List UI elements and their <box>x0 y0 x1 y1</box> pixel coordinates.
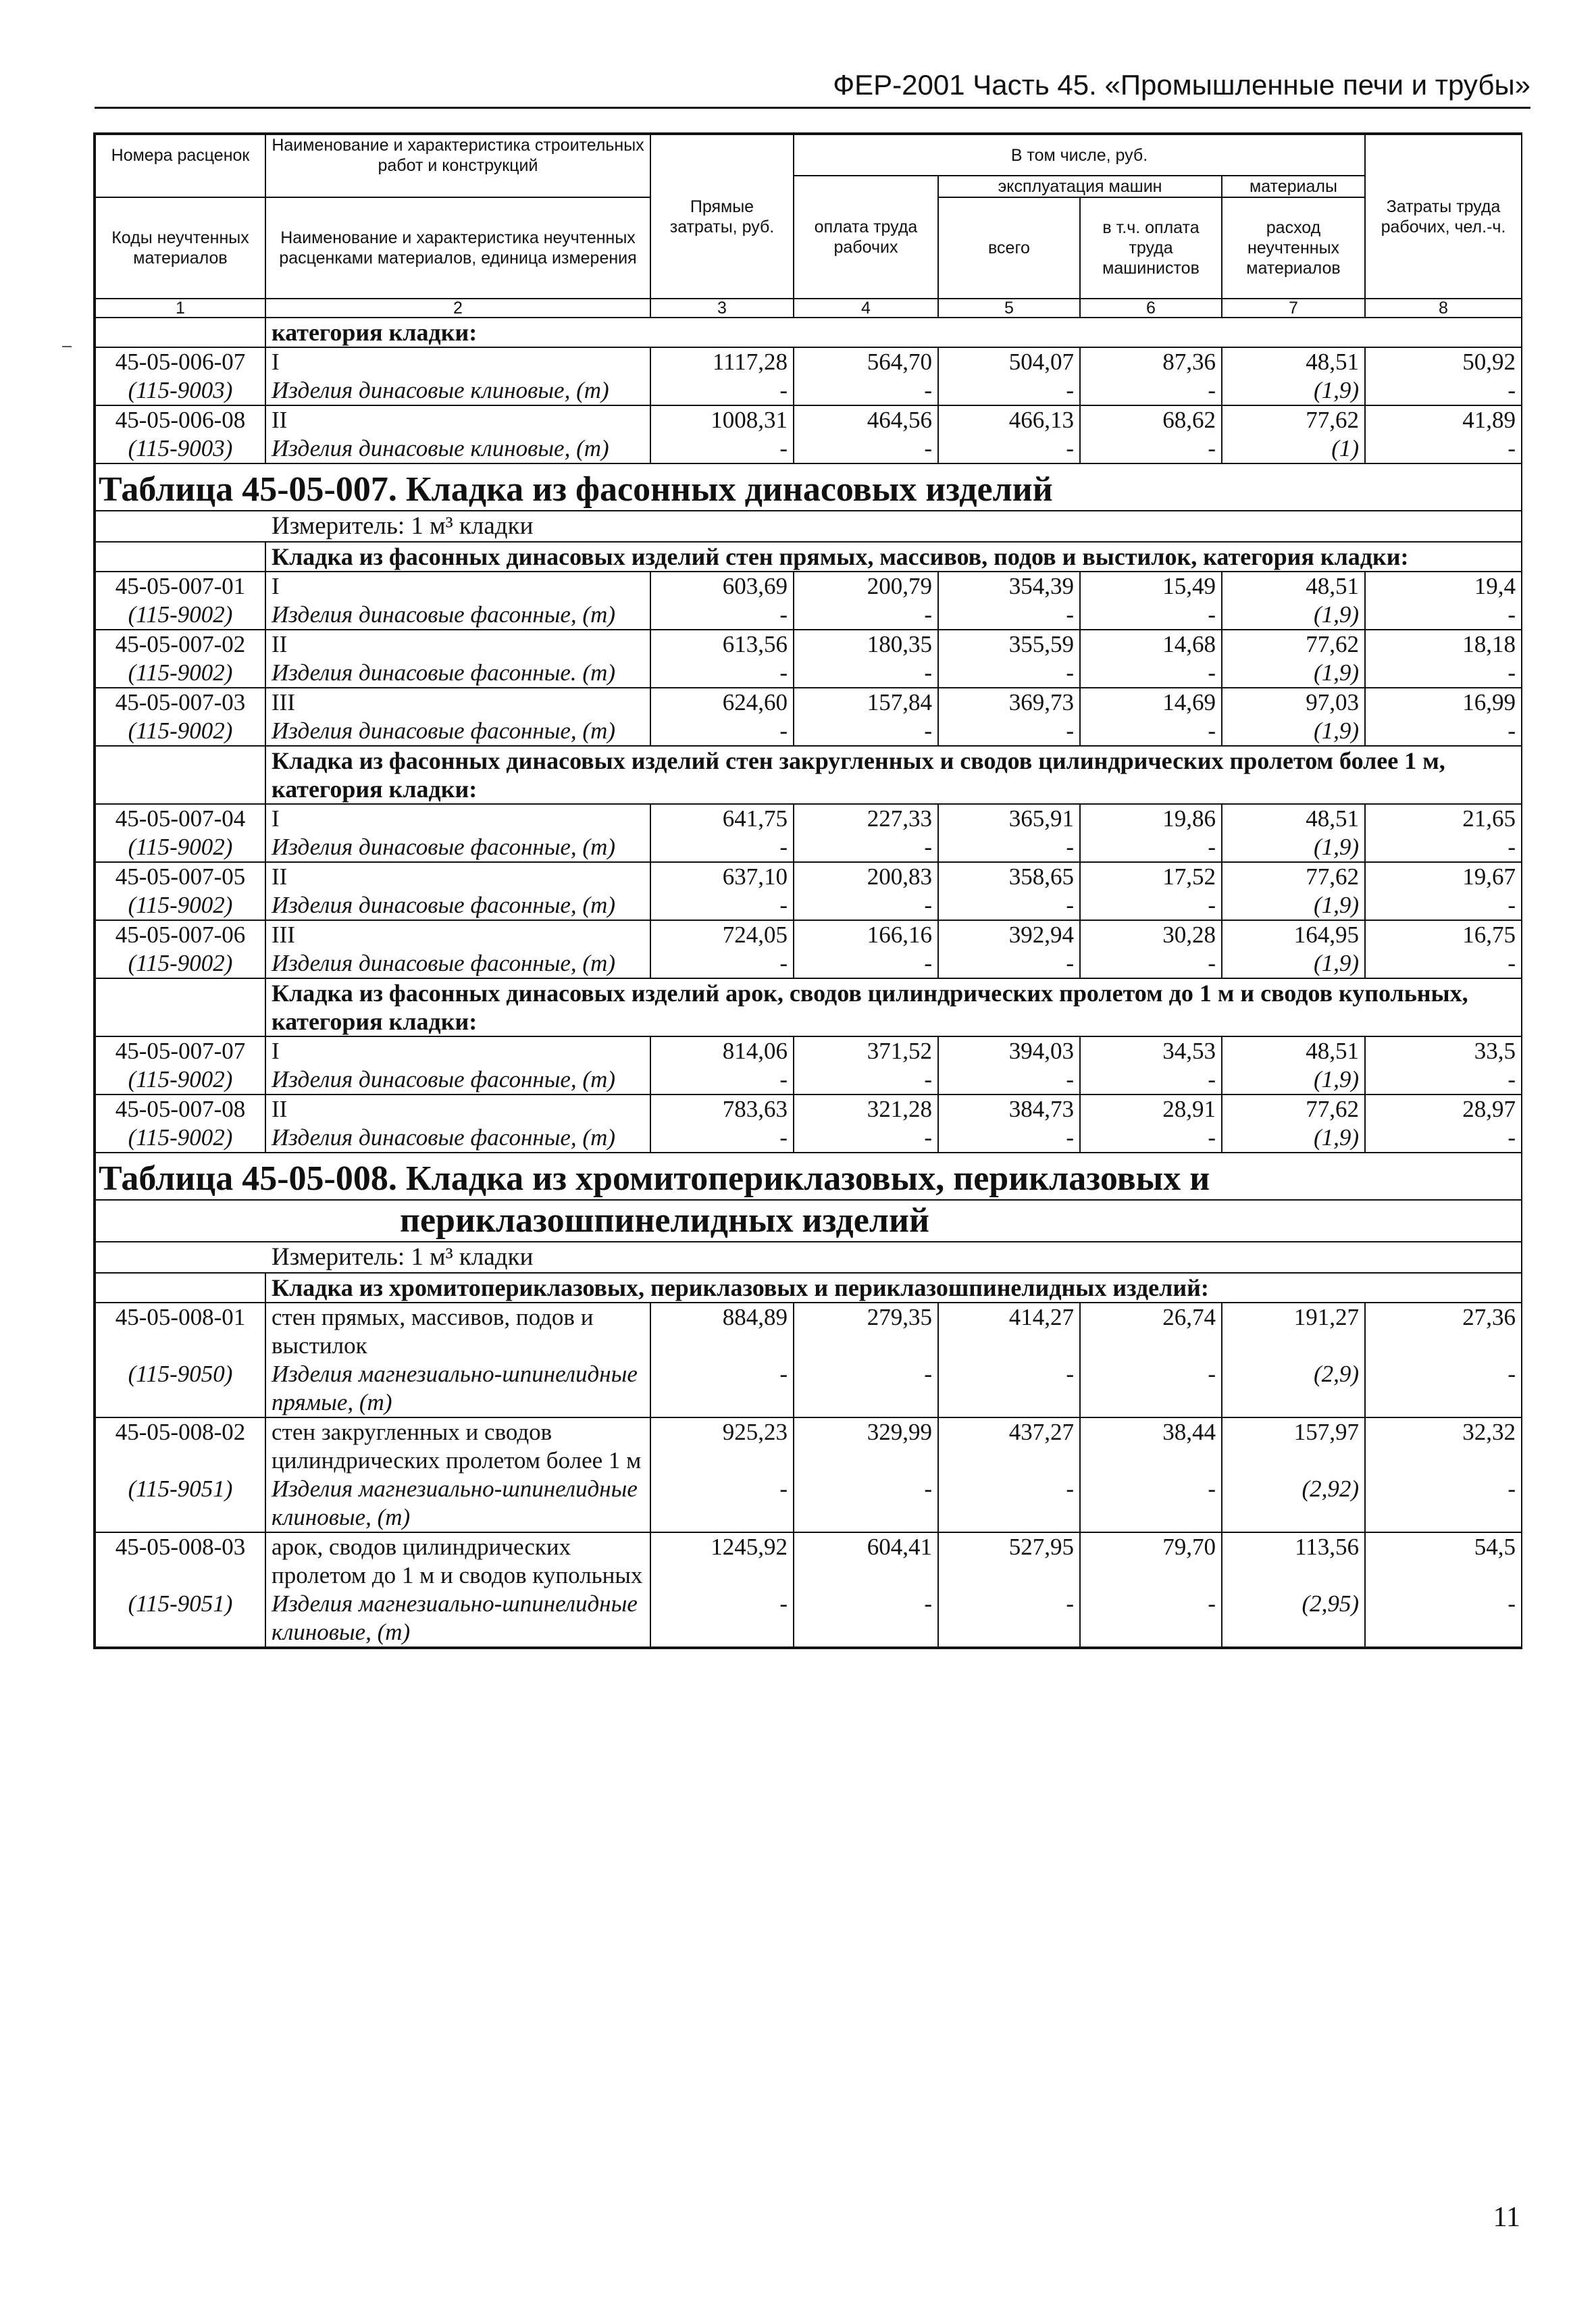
table-008-title-text: Таблица 45-05-008. Кладка из хромитопериклазовых, периклазовых и <box>95 1153 1522 1200</box>
value-v4: 371,52 <box>794 1036 938 1065</box>
material-name: Изделия магнезиально-шпинелидные прямые, (т) <box>265 1360 650 1417</box>
dash-cell: - <box>938 1590 1080 1647</box>
col1-head-a: Номера расценок <box>95 134 265 176</box>
col-num: 6 <box>1080 299 1222 318</box>
material-name: Изделия динасовые клиновые, (т) <box>265 376 650 405</box>
work-name: стен закругленных и сводов цилиндрических пролетом более 1 м <box>265 1417 650 1475</box>
dash-cell: - <box>1365 949 1522 978</box>
col4-head: оплата труда рабочих <box>794 176 938 299</box>
value-v6: 26,74 <box>1080 1303 1222 1360</box>
value-v4: 227,33 <box>794 804 938 833</box>
value-v6: 19,86 <box>1080 804 1222 833</box>
material-name: Изделия динасовые фасонные, (т) <box>265 601 650 630</box>
material-qty: (1,9) <box>1222 1124 1365 1153</box>
value-v7: 48,51 <box>1222 572 1365 601</box>
material-qty: (1,9) <box>1222 949 1365 978</box>
value-v6: 28,91 <box>1080 1095 1222 1124</box>
rate-row <box>95 1417 1522 1475</box>
subheader-row <box>95 318 1522 347</box>
table-007-measure <box>95 511 1522 542</box>
value-v8: 16,75 <box>1365 920 1522 949</box>
dash-cell: - <box>1365 1475 1522 1532</box>
material-name: Изделия магнезиально-шпинелидные клиновые, (т) <box>265 1475 650 1532</box>
dash-cell: - <box>1080 717 1222 746</box>
dash-cell: - <box>1080 376 1222 405</box>
dash-cell: - <box>650 1590 794 1647</box>
work-name: II <box>265 1095 650 1124</box>
material-row <box>95 891 1522 920</box>
value-v7: 48,51 <box>1222 347 1365 376</box>
value-v3: 884,89 <box>650 1303 794 1360</box>
work-name: II <box>265 630 650 659</box>
rate-code: 45-05-008-03 <box>95 1532 265 1590</box>
col-num: 2 <box>265 299 650 318</box>
subheader-row <box>95 1273 1522 1303</box>
value-v3: 724,05 <box>650 920 794 949</box>
value-v5: 504,07 <box>938 347 1080 376</box>
value-v6: 87,36 <box>1080 347 1222 376</box>
rate-code: 45-05-007-04 <box>95 804 265 833</box>
dash-cell: - <box>1365 833 1522 862</box>
material-name: Изделия динасовые фасонные, (т) <box>265 717 650 746</box>
dash-cell: - <box>794 1475 938 1532</box>
value-v8: 33,5 <box>1365 1036 1522 1065</box>
subheader: Кладка из фасонных динасовых изделий стен закругленных и сводов цилиндрических пролетом более 1 м, категория кладки: <box>265 746 1522 804</box>
value-v8: 19,67 <box>1365 862 1522 891</box>
dash-cell: - <box>794 1124 938 1153</box>
dash-cell: - <box>794 1065 938 1095</box>
material-code: (115-9051) <box>95 1590 265 1647</box>
col-num: 4 <box>794 299 938 318</box>
header-rule <box>95 107 1530 109</box>
subheader-row <box>95 542 1522 572</box>
rate-code: 45-05-008-02 <box>95 1417 265 1475</box>
value-v8: 32,32 <box>1365 1417 1522 1475</box>
value-v6: 14,68 <box>1080 630 1222 659</box>
value-v5: 392,94 <box>938 920 1080 949</box>
material-row <box>95 949 1522 978</box>
value-v4: 200,83 <box>794 862 938 891</box>
value-v6: 79,70 <box>1080 1532 1222 1590</box>
value-v3: 814,06 <box>650 1036 794 1065</box>
work-name: арок, сводов цилиндрических пролетом до 1 м и сводов купольных <box>265 1532 650 1590</box>
value-v6: 17,52 <box>1080 862 1222 891</box>
material-name: Изделия динасовые фасонные, (т) <box>265 949 650 978</box>
value-v4: 321,28 <box>794 1095 938 1124</box>
value-v8: 28,97 <box>1365 1095 1522 1124</box>
dash-cell: - <box>794 659 938 688</box>
value-v5: 358,65 <box>938 862 1080 891</box>
col-num: 5 <box>938 299 1080 318</box>
material-row <box>95 1360 1522 1417</box>
value-v8: 50,92 <box>1365 347 1522 376</box>
dash-cell: - <box>1080 891 1222 920</box>
value-v8: 54,5 <box>1365 1532 1522 1590</box>
dash-cell: - <box>650 434 794 463</box>
materials-head: материалы <box>1222 176 1365 197</box>
col-num: 8 <box>1365 299 1522 318</box>
value-v3: 925,23 <box>650 1417 794 1475</box>
rate-code: 45-05-007-02 <box>95 630 265 659</box>
material-row <box>95 1475 1522 1532</box>
value-v4: 564,70 <box>794 347 938 376</box>
material-code: (115-9002) <box>95 1065 265 1095</box>
table-008-title-cont <box>95 1200 1522 1242</box>
dash-cell: - <box>1080 1360 1222 1417</box>
material-qty: (1,9) <box>1222 891 1365 920</box>
incl-head: В том числе, руб. <box>794 134 1365 176</box>
material-name: Изделия динасовые фасонные, (т) <box>265 1065 650 1095</box>
dash-cell: - <box>1080 833 1222 862</box>
machines-head: эксплуатация машин <box>938 176 1222 197</box>
rate-code: 45-05-007-08 <box>95 1095 265 1124</box>
col6-head: в т.ч. оплата труда машинистов <box>1080 197 1222 299</box>
dash-cell: - <box>938 659 1080 688</box>
material-name: Изделия динасовые клиновые, (т) <box>265 434 650 463</box>
material-name: Изделия магнезиально-шпинелидные клиновые, (т) <box>265 1590 650 1647</box>
material-name: Изделия динасовые фасонные, (т) <box>265 1124 650 1153</box>
value-v7: 97,03 <box>1222 688 1365 717</box>
material-row <box>95 1124 1522 1153</box>
dash-cell: - <box>650 891 794 920</box>
value-v6: 68,62 <box>1080 405 1222 434</box>
value-v7: 157,97 <box>1222 1417 1365 1475</box>
value-v7: 48,51 <box>1222 1036 1365 1065</box>
rate-row <box>95 347 1522 376</box>
material-row <box>95 1590 1522 1647</box>
subheader: Кладка из хромитопериклазовых, периклазовых и периклазошпинелидных изделий: <box>265 1273 1522 1303</box>
dash-cell: - <box>650 833 794 862</box>
value-v4: 464,56 <box>794 405 938 434</box>
value-v3: 603,69 <box>650 572 794 601</box>
dash-cell: - <box>794 833 938 862</box>
rate-row <box>95 405 1522 434</box>
value-v3: 637,10 <box>650 862 794 891</box>
rates-table-container <box>93 132 1522 1649</box>
value-v5: 354,39 <box>938 572 1080 601</box>
rate-row <box>95 862 1522 891</box>
dash-cell: - <box>938 891 1080 920</box>
dash-cell: - <box>1365 1065 1522 1095</box>
dash-cell: - <box>1365 601 1522 630</box>
value-v8: 16,99 <box>1365 688 1522 717</box>
dash-cell: - <box>1080 949 1222 978</box>
table-008-title <box>95 1153 1522 1200</box>
material-row <box>95 376 1522 405</box>
value-v4: 604,41 <box>794 1532 938 1590</box>
value-v6: 14,69 <box>1080 688 1222 717</box>
material-code: (115-9050) <box>95 1360 265 1417</box>
material-row <box>95 601 1522 630</box>
value-v5: 466,13 <box>938 405 1080 434</box>
dash-cell: - <box>794 949 938 978</box>
dash-cell: - <box>938 434 1080 463</box>
material-row <box>95 659 1522 688</box>
material-code: (115-9002) <box>95 1124 265 1153</box>
dash-cell: - <box>794 717 938 746</box>
table-007-title <box>95 463 1522 511</box>
dash-cell: - <box>794 1590 938 1647</box>
material-code: (115-9002) <box>95 891 265 920</box>
col5-head: всего <box>938 197 1080 299</box>
dash-cell: - <box>650 1124 794 1153</box>
rate-row <box>95 572 1522 601</box>
value-v4: 200,79 <box>794 572 938 601</box>
rate-row <box>95 1036 1522 1065</box>
material-row <box>95 1065 1522 1095</box>
rate-row <box>95 920 1522 949</box>
value-v7: 77,62 <box>1222 630 1365 659</box>
rate-code: 45-05-007-07 <box>95 1036 265 1065</box>
value-v4: 329,99 <box>794 1417 938 1475</box>
work-name: I <box>265 804 650 833</box>
col-num: 7 <box>1222 299 1365 318</box>
value-v5: 394,03 <box>938 1036 1080 1065</box>
dash-cell: - <box>938 833 1080 862</box>
rate-row <box>95 630 1522 659</box>
dash-cell: - <box>650 1360 794 1417</box>
value-v5: 355,59 <box>938 630 1080 659</box>
value-v7: 48,51 <box>1222 804 1365 833</box>
material-qty: (2,95) <box>1222 1590 1365 1647</box>
work-name: III <box>265 688 650 717</box>
material-qty: (2,92) <box>1222 1475 1365 1532</box>
margin-mark <box>62 346 72 347</box>
dash-cell: - <box>650 659 794 688</box>
page-number: 11 <box>1493 2202 1520 2233</box>
dash-cell: - <box>1365 717 1522 746</box>
value-v5: 365,91 <box>938 804 1080 833</box>
material-code: (115-9003) <box>95 376 265 405</box>
dash-cell: - <box>938 1124 1080 1153</box>
dash-cell: - <box>1365 1590 1522 1647</box>
material-qty: (1,9) <box>1222 601 1365 630</box>
col-num: 3 <box>650 299 794 318</box>
rate-code: 45-05-006-07 <box>95 347 265 376</box>
dash-cell: - <box>1080 659 1222 688</box>
material-code: (115-9002) <box>95 949 265 978</box>
value-v7: 77,62 <box>1222 862 1365 891</box>
dash-cell: - <box>1365 891 1522 920</box>
value-v3: 624,60 <box>650 688 794 717</box>
subheader: категория кладки: <box>265 318 1522 347</box>
dash-cell: - <box>794 1360 938 1417</box>
rate-row <box>95 1303 1522 1360</box>
col7-head: расход неучтенных материалов <box>1222 197 1365 299</box>
value-v8: 41,89 <box>1365 405 1522 434</box>
material-qty: (1,9) <box>1222 659 1365 688</box>
material-code: (115-9003) <box>95 434 265 463</box>
dash-cell: - <box>1080 601 1222 630</box>
value-v3: 1008,31 <box>650 405 794 434</box>
subheader-row <box>95 746 1522 804</box>
value-v4: 180,35 <box>794 630 938 659</box>
value-v6: 34,53 <box>1080 1036 1222 1065</box>
col2-head-a: Наименование и характеристика строительных работ и конструкций <box>265 134 650 176</box>
dash-cell: - <box>794 601 938 630</box>
rate-code: 45-05-007-05 <box>95 862 265 891</box>
material-code: (115-9002) <box>95 717 265 746</box>
value-v3: 783,63 <box>650 1095 794 1124</box>
col2-head-b: Наименование и характеристика неучтенных расценками материалов, единица измерения <box>265 197 650 299</box>
dash-cell: - <box>938 1065 1080 1095</box>
dash-cell: - <box>938 1360 1080 1417</box>
rate-code: 45-05-007-01 <box>95 572 265 601</box>
value-v7: 191,27 <box>1222 1303 1365 1360</box>
dash-cell: - <box>1365 434 1522 463</box>
value-v7: 113,56 <box>1222 1532 1365 1590</box>
dash-cell: - <box>650 376 794 405</box>
dash-cell: - <box>1365 1124 1522 1153</box>
value-v6: 15,49 <box>1080 572 1222 601</box>
dash-cell: - <box>938 1475 1080 1532</box>
value-v5: 384,73 <box>938 1095 1080 1124</box>
subheader-row <box>95 978 1522 1036</box>
value-v7: 77,62 <box>1222 405 1365 434</box>
material-qty: (2,9) <box>1222 1360 1365 1417</box>
rate-code: 45-05-008-01 <box>95 1303 265 1360</box>
rates-table <box>95 134 1522 1648</box>
col1-head-b: Коды неучтенных материалов <box>95 197 265 299</box>
dash-cell: - <box>1080 434 1222 463</box>
value-v5: 414,27 <box>938 1303 1080 1360</box>
value-v3: 1245,92 <box>650 1532 794 1590</box>
work-name: стен прямых, массивов, подов и выстилок <box>265 1303 650 1360</box>
work-name: III <box>265 920 650 949</box>
dash-cell: - <box>650 717 794 746</box>
work-name: II <box>265 862 650 891</box>
material-qty: (1,9) <box>1222 376 1365 405</box>
value-v8: 27,36 <box>1365 1303 1522 1360</box>
dash-cell: - <box>1080 1124 1222 1153</box>
col-num: 1 <box>95 299 265 318</box>
value-v4: 166,16 <box>794 920 938 949</box>
dash-cell: - <box>1365 1360 1522 1417</box>
material-qty: (1,9) <box>1222 833 1365 862</box>
value-v3: 641,75 <box>650 804 794 833</box>
subheader: Кладка из фасонных динасовых изделий арок, сводов цилиндрических пролетом до 1 м и сводов купольных, категория кладки: <box>265 978 1522 1036</box>
dash-cell: - <box>1365 659 1522 688</box>
subheader: Кладка из фасонных динасовых изделий стен прямых, массивов, подов и выстилок, категория кладки: <box>265 542 1522 572</box>
rate-code: 45-05-006-08 <box>95 405 265 434</box>
table-007-title-text: Таблица 45-05-007. Кладка из фасонных динасовых изделий <box>95 463 1522 511</box>
value-v7: 164,95 <box>1222 920 1365 949</box>
dash-cell: - <box>794 434 938 463</box>
rate-row <box>95 688 1522 717</box>
header-title: ФЕР-2001 Часть 45. «Промышленные печи и трубы» <box>833 69 1530 101</box>
material-row <box>95 717 1522 746</box>
dash-cell: - <box>650 601 794 630</box>
value-v6: 30,28 <box>1080 920 1222 949</box>
value-v4: 157,84 <box>794 688 938 717</box>
rate-row <box>95 1532 1522 1590</box>
table-008-measure-text: Измеритель: 1 м³ кладки <box>95 1242 1522 1273</box>
material-code: (115-9002) <box>95 601 265 630</box>
value-v3: 1117,28 <box>650 347 794 376</box>
value-v7: 77,62 <box>1222 1095 1365 1124</box>
rate-row <box>95 1095 1522 1124</box>
dash-cell: - <box>650 949 794 978</box>
value-v8: 19,4 <box>1365 572 1522 601</box>
table-008-measure <box>95 1242 1522 1273</box>
material-code: (115-9002) <box>95 833 265 862</box>
value-v8: 21,65 <box>1365 804 1522 833</box>
value-v8: 18,18 <box>1365 630 1522 659</box>
rate-code: 45-05-007-06 <box>95 920 265 949</box>
value-v4: 279,35 <box>794 1303 938 1360</box>
dash-cell: - <box>794 891 938 920</box>
material-name: Изделия динасовые фасонные, (т) <box>265 891 650 920</box>
work-name: I <box>265 1036 650 1065</box>
material-qty: (1,9) <box>1222 717 1365 746</box>
material-code: (115-9051) <box>95 1475 265 1532</box>
col3-head: Прямые затраты, руб. <box>650 134 794 299</box>
work-name: I <box>265 572 650 601</box>
material-name: Изделия динасовые фасонные, (т) <box>265 833 650 862</box>
value-v6: 38,44 <box>1080 1417 1222 1475</box>
col8-head: Затраты труда рабочих, чел.-ч. <box>1365 134 1522 299</box>
dash-cell: - <box>794 376 938 405</box>
table-007-measure-text: Измеритель: 1 м³ кладки <box>95 511 1522 542</box>
rate-code: 45-05-007-03 <box>95 688 265 717</box>
value-v5: 527,95 <box>938 1532 1080 1590</box>
work-name: II <box>265 405 650 434</box>
dash-cell: - <box>1365 376 1522 405</box>
rate-row <box>95 804 1522 833</box>
table-008-title-cont-text: периклазошпинелидных изделий <box>95 1200 1522 1242</box>
dash-cell: - <box>938 949 1080 978</box>
dash-cell: - <box>1080 1065 1222 1095</box>
dash-cell: - <box>1080 1590 1222 1647</box>
dash-cell: - <box>650 1475 794 1532</box>
dash-cell: - <box>938 601 1080 630</box>
material-code: (115-9002) <box>95 659 265 688</box>
dash-cell: - <box>650 1065 794 1095</box>
material-row <box>95 833 1522 862</box>
material-qty: (1) <box>1222 434 1365 463</box>
dash-cell: - <box>938 376 1080 405</box>
work-name: I <box>265 347 650 376</box>
running-header <box>95 69 1530 105</box>
dash-cell: - <box>1080 1475 1222 1532</box>
value-v5: 437,27 <box>938 1417 1080 1475</box>
material-row <box>95 434 1522 463</box>
material-qty: (1,9) <box>1222 1065 1365 1095</box>
value-v5: 369,73 <box>938 688 1080 717</box>
material-name: Изделия динасовые фасонные. (т) <box>265 659 650 688</box>
dash-cell: - <box>938 717 1080 746</box>
value-v3: 613,56 <box>650 630 794 659</box>
